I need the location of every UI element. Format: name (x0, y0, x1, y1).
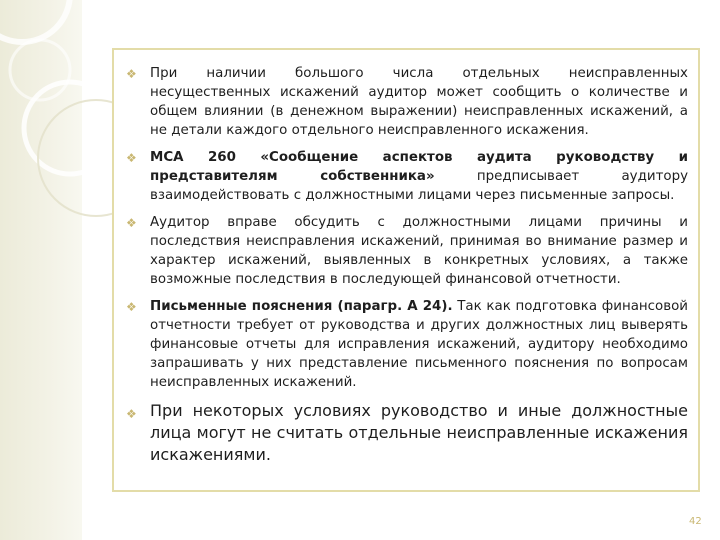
bullet-marker-icon: ❖ (126, 407, 137, 421)
bullet-marker-icon: ❖ (126, 67, 137, 81)
bullet-item-4 (114, 297, 688, 392)
bullet-marker-icon: ❖ (126, 300, 137, 314)
bullet-item-2 (114, 148, 688, 205)
decorative-swirl-graphic (0, 0, 120, 540)
bullet-2-text: предписывает аудитору взаимодействовать с должностными лицами через письменные запросы. (150, 169, 688, 203)
bullet-item-1 (114, 64, 688, 140)
page-number: 42 (689, 516, 702, 527)
bullet-3-text: Аудитор вправе обсудить с должностными лицами причины и последствия неисправления искажений, принимая во внимание размер и характер искажений, выявленных в конкретных условиях, а также возможные последствия в последующей финансовой отчетности. (150, 215, 688, 287)
bullet-item-3 (114, 213, 688, 289)
bullet-list (114, 50, 698, 466)
bullet-1-text: При наличии большого числа отдельных неисправленных несущественных искажений аудитор может сообщить о количестве и общем влиянии (в денежном выражении) неисправленных искажений, а не детали каждого отдельного неисправленного искажения. (150, 66, 688, 138)
bullet-5-text: При некоторых условиях руководство и иные должностные лица могут не считать отдельные неисправленные искажения искажениями. (150, 401, 688, 464)
bullet-marker-icon: ❖ (126, 151, 137, 165)
bullet-4-bold-heading: Письменные пояснения (парагр. А 24). (150, 299, 453, 314)
bullet-2-bold-heading: МСА 260 «Сообщение аспектов аудита руководству и представителям собственника» (150, 150, 688, 184)
bullet-item-5 (114, 400, 688, 466)
bullet-4-text: Так как подготовка финансовой отчетности требует от руководства и других должностных лиц выверять финансовые отчеты для исправления искажений, аудитору необходимо запрашивать у них представление письменного пояснения по вопросам неисправленных искажений. (150, 299, 688, 390)
content-frame (112, 48, 700, 492)
bullet-marker-icon: ❖ (126, 216, 137, 230)
